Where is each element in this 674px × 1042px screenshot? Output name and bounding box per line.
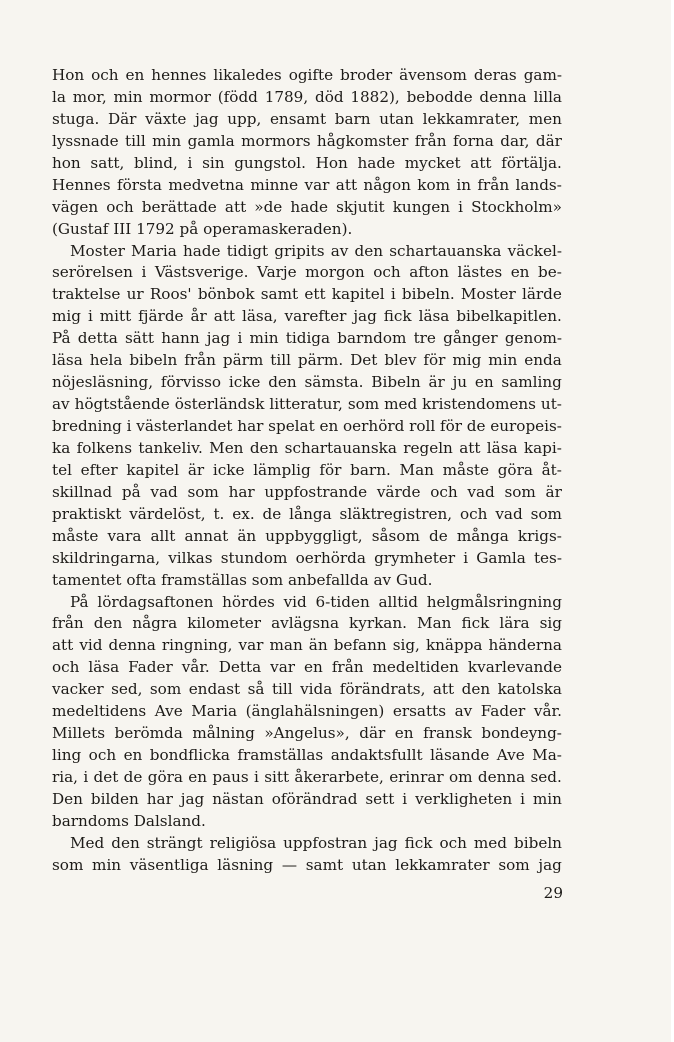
text-line: bredning i västerlandet har spelat en oerhörd roll för de europeis-	[52, 417, 562, 435]
text-line: Millets berömda målning »Angelus», där en fransk bondeyng-	[52, 724, 562, 743]
page-number: 29	[543, 884, 563, 902]
text-line: ka folkens tankeliv. Men den schartauanska regeln att läsa kapi-	[52, 438, 562, 457]
text-line: ling och en bondflicka framställas andaktsfullt läsande Ave Ma-	[52, 746, 562, 765]
text-line: och läsa Fader vår. Detta var en från medeltiden kvarlevande	[52, 658, 562, 677]
text-line: måste vara allt annat än uppbyggligt, såsom de många krigs-	[52, 526, 562, 545]
text-line: lyssnade till min gamla mormors hågkomster från forna dar, där	[52, 131, 562, 150]
text-line: Hon och en hennes likaledes ogifte broder ävensom deras gam-	[52, 66, 562, 84]
text-line: stuga. Där växte jag upp, ensamt barn utan lekkamrater, men	[52, 109, 562, 128]
text-line: Hennes första medvetna minne var att någon kom in från lands-	[52, 175, 562, 194]
text-line: hon satt, blind, i sin gungstol. Hon hade mycket att förtälja.	[52, 153, 562, 172]
text-line: skildringarna, vilkas stundom oerhörda grymheter i Gamla tes-	[52, 548, 562, 567]
text-line: (Gustaf III 1792 på operamaskeraden).	[52, 219, 353, 238]
text-line: mig i mitt fjärde år att läsa, varefter jag fick läsa bibelkapitlen.	[52, 307, 562, 326]
text-line: tel efter kapitel är icke lämplig för barn. Man måste göra åt-	[52, 460, 562, 479]
text-line: läsa hela bibeln från pärm till pärm. Det blev för mig min enda	[52, 351, 562, 370]
text-line: som min väsentliga läsning — samt utan lekkamrater som jag	[52, 855, 562, 874]
text-line: nöjesläsning, förvisso icke den sämsta. Bibeln är ju en samling	[52, 373, 562, 392]
text-line: tamentet ofta framställas som anbefallda av Gud.	[52, 570, 433, 589]
text-line: la mor, min mormor (född 1789, död 1882), bebodde denna lilla	[52, 87, 562, 106]
text-line: att vid denna ringning, var man än befann sig, knäppa händerna	[52, 636, 562, 655]
text-line: Moster Maria hade tidigt gripits av den schartauanska väckel-	[70, 241, 562, 260]
text-line: medeltidens Ave Maria (änglahälsningen) ersatts av Fader vår.	[52, 702, 562, 721]
text-line: Den bilden har jag nästan oförändrad sett i verkligheten i min	[52, 789, 562, 808]
text-line: ria, i det de göra en paus i sitt åkerarbete, erinrar om denna sed.	[52, 768, 562, 786]
text-line: traktelse ur Roos' bönbok samt ett kapitel i bibeln. Moster lärde	[52, 285, 562, 304]
text-line: serörelsen i Västsverige. Varje morgon och afton lästes en be-	[52, 263, 562, 282]
text-line: vägen och berättade att »de hade skjutit kungen i Stockholm»	[52, 197, 562, 216]
text-line: På lördagsaftonen hördes vid 6-tiden alltid helgmålsringning	[70, 592, 562, 611]
body-text	[52, 65, 562, 877]
text-line: vacker sed, som endast så till vida förändrats, att den katolska	[52, 680, 562, 699]
text-line: praktiskt värdelöst, t. ex. de långa släktregistren, och vad som	[52, 504, 562, 523]
text-line: barndoms Dalsland.	[52, 811, 206, 830]
text-line: från den några kilometer avlägsna kyrkan. Man fick lära sig	[52, 614, 562, 633]
text-line: På detta sätt hann jag i min tidiga barndom tre gånger genom-	[52, 329, 562, 348]
text-line: av högtstående österländsk litteratur, som med kristendomens ut-	[52, 395, 562, 414]
text-line: skillnad på vad som har uppfostrande värde och vad som är	[52, 482, 562, 501]
text-line: Med den strängt religiösa uppfostran jag fick och med bibeln	[70, 833, 562, 852]
